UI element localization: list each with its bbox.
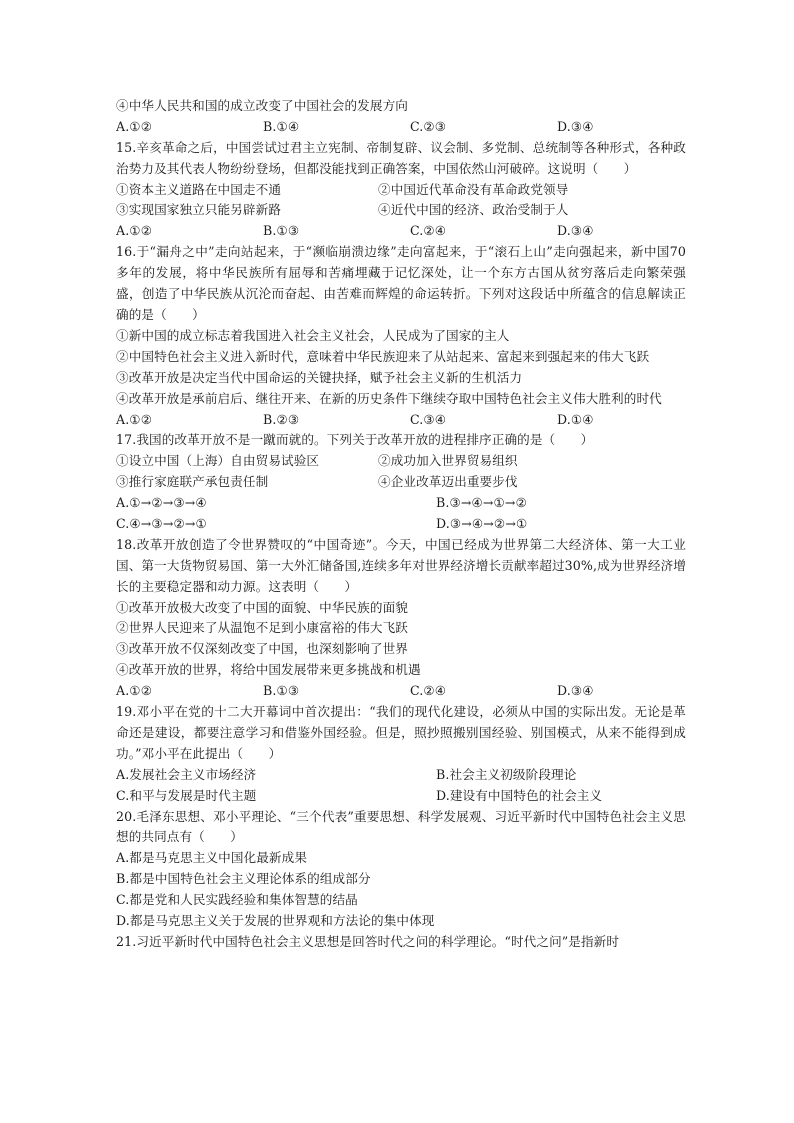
item-4: ④企业改革迈出重要步伐 [378, 474, 518, 490]
option-b: B.①③ [263, 223, 300, 239]
option-a: A.①② [116, 118, 153, 134]
option-c: C.②④ [410, 223, 447, 239]
question-21-stem: 21.习近平新时代中国特色社会主义思想是回答时代之问的科学理论。“时代之问”是指新时 [116, 933, 620, 949]
question-20-option-a: A.都是马克思主义中国化最新成果 [116, 850, 308, 866]
option-a: A.①② [116, 223, 153, 239]
exam-page [116, 96, 686, 953]
option-d: D.③④ [557, 223, 594, 239]
item-1: ①设立中国（上海）自由贸易试验区 [116, 453, 320, 469]
question-18-item-1: ①改革开放极大改变了中国的面貌、中华民族的面貌 [116, 599, 408, 615]
question-16-item-4: ④改革开放是承前启后、继往开来、在新的历史条件下继续夺取中国特色社会主义伟大胜利的时代 [116, 390, 662, 406]
option-d: D.③→④→②→① [436, 515, 528, 531]
option-a: A.①→②→③→④ [116, 495, 207, 511]
option-d: D.建设有中国特色的社会主义 [436, 787, 603, 803]
option-c: C.④→③→②→① [116, 515, 207, 531]
question-20-option-d: D.都是马克思主义关于发展的世界观和方法论的集中体现 [116, 913, 435, 929]
question-18-item-2: ②世界人民迎来了从温饱不足到小康富裕的伟大飞跃 [116, 620, 408, 636]
question-17-items-row-2 [116, 472, 686, 493]
question-17-items-row-1 [116, 451, 686, 472]
item-3: ③推行家庭联产承包责任制 [116, 474, 269, 490]
question-17-options-row-2 [116, 514, 686, 535]
option-a: A.①② [116, 411, 153, 427]
question-16-item-3: ③改革开放是决定当代中国命运的关键抉择，赋予社会主义新的生机活力 [116, 369, 523, 385]
question-14-item-4: ④中华人民共和国的成立改变了中国社会的发展方向 [116, 98, 408, 113]
question-20-option-b: B.都是中国特色社会主义理论体系的组成部分 [116, 871, 371, 887]
question-19-options-row-2 [116, 786, 686, 807]
option-c: C.和平与发展是时代主题 [116, 787, 257, 803]
question-17-options-row-1 [116, 493, 686, 514]
option-b: B.①③ [263, 683, 300, 699]
question-18-stem: 18.改革开放创造了令世界赞叹的“中国奇迹”。今天，中国已经成为世界第二大经济体、第一大工业国、第一大货物贸易国、第一大外汇储备国,连续多年对世界经济增长贡献率超过30%,成为世界经济增长的主要稳定器和动力源。这表明（ ） [116, 536, 686, 594]
item-2: ②成功加入世界贸易组织 [378, 453, 518, 469]
question-20-stem: 20.毛泽东思想、邓小平理论、“三个代表”重要思想、科学发展观、习近平新时代中国特色社会主义思想的共同点有（ ） [116, 808, 686, 845]
question-16-item-1: ①新中国的成立标志着我国进入社会主义社会，人民成为了国家的主人 [116, 327, 510, 343]
question-18-item-4: ④改革开放的世界，将给中国发展带来更多挑战和机遇 [116, 662, 421, 678]
question-20-option-c: C.都是党和人民实践经验和集体智慧的结晶 [116, 892, 358, 908]
question-16-item-2: ②中国特色社会主义进入新时代，意味着中华民族迎来了从站起来、富起来到强起来的伟大飞跃 [116, 348, 650, 364]
option-c: C.③④ [410, 411, 447, 427]
question-15-options [116, 221, 686, 242]
option-c: C.②④ [410, 683, 447, 699]
option-d: D.③④ [557, 118, 594, 134]
question-16-options [116, 410, 686, 431]
question-18-options [116, 681, 686, 702]
question-17-stem: 17.我国的改革开放不是一蹴而就的。下列关于改革开放的进程排序正确的是（ ） [116, 432, 594, 448]
option-b: B.社会主义初级阶段理论 [436, 766, 577, 782]
option-b: B.③→④→①→② [436, 495, 527, 511]
item-3: ③实现国家独立只能另辟新路 [116, 202, 282, 218]
item-4: ④近代中国的经济、政治受制于人 [378, 202, 569, 218]
option-c: C.②③ [410, 118, 447, 134]
question-19-stem: 19.邓小平在党的十二大开幕词中首次提出：“我们的现代化建设，必须从中国的实际出发。无论是革命还是建设，都要注意学习和借鉴外国经验。但是，照抄照搬别国经验、别国模式，从来不能得到成功。”邓小平在此提出（ ） [116, 704, 686, 761]
question-15-items-row-2 [116, 200, 686, 221]
option-a: A.①② [116, 683, 153, 699]
option-d: D.③④ [557, 683, 594, 699]
question-18-item-3: ③改革开放不仅深刻改变了中国，也深刻影响了世界 [116, 641, 408, 657]
option-b: B.②③ [263, 411, 300, 427]
item-1: ①资本主义道路在中国走不通 [116, 181, 282, 197]
option-a: A.发展社会主义市场经济 [116, 766, 257, 782]
item-2: ②中国近代革命没有革命政党领导 [378, 181, 569, 197]
question-16-stem: 16.于“漏舟之中”走向站起来，于“濒临崩溃边缘”走向富起来，于“滚石上山”走向强起来，新中国70多年的发展，将中华民族所有屈辱和苦痛埋藏于记忆深处，让一个东方古国从贫穷落后走向繁荣强盛，创造了中华民族从沉沦而奋起、由苦难而辉煌的命运转折。下列对这段话中所蕴含的信息解读正确的是（ ） [116, 244, 686, 322]
question-19-options-row-1 [116, 765, 686, 786]
option-b: B.①④ [263, 118, 300, 134]
question-15-items-row-1 [116, 180, 686, 201]
question-15-stem: 15.辛亥革命之后，中国尝试过君主立宪制、帝制复辟、议会制、多党制、总统制等各种形式，各种政治势力及其代表人物纷纷登场，但都没能找到正确答案，中国依然山河破碎。这说明（ ） [116, 139, 686, 176]
question-14-options [116, 117, 686, 138]
option-d: D.①④ [557, 411, 594, 427]
